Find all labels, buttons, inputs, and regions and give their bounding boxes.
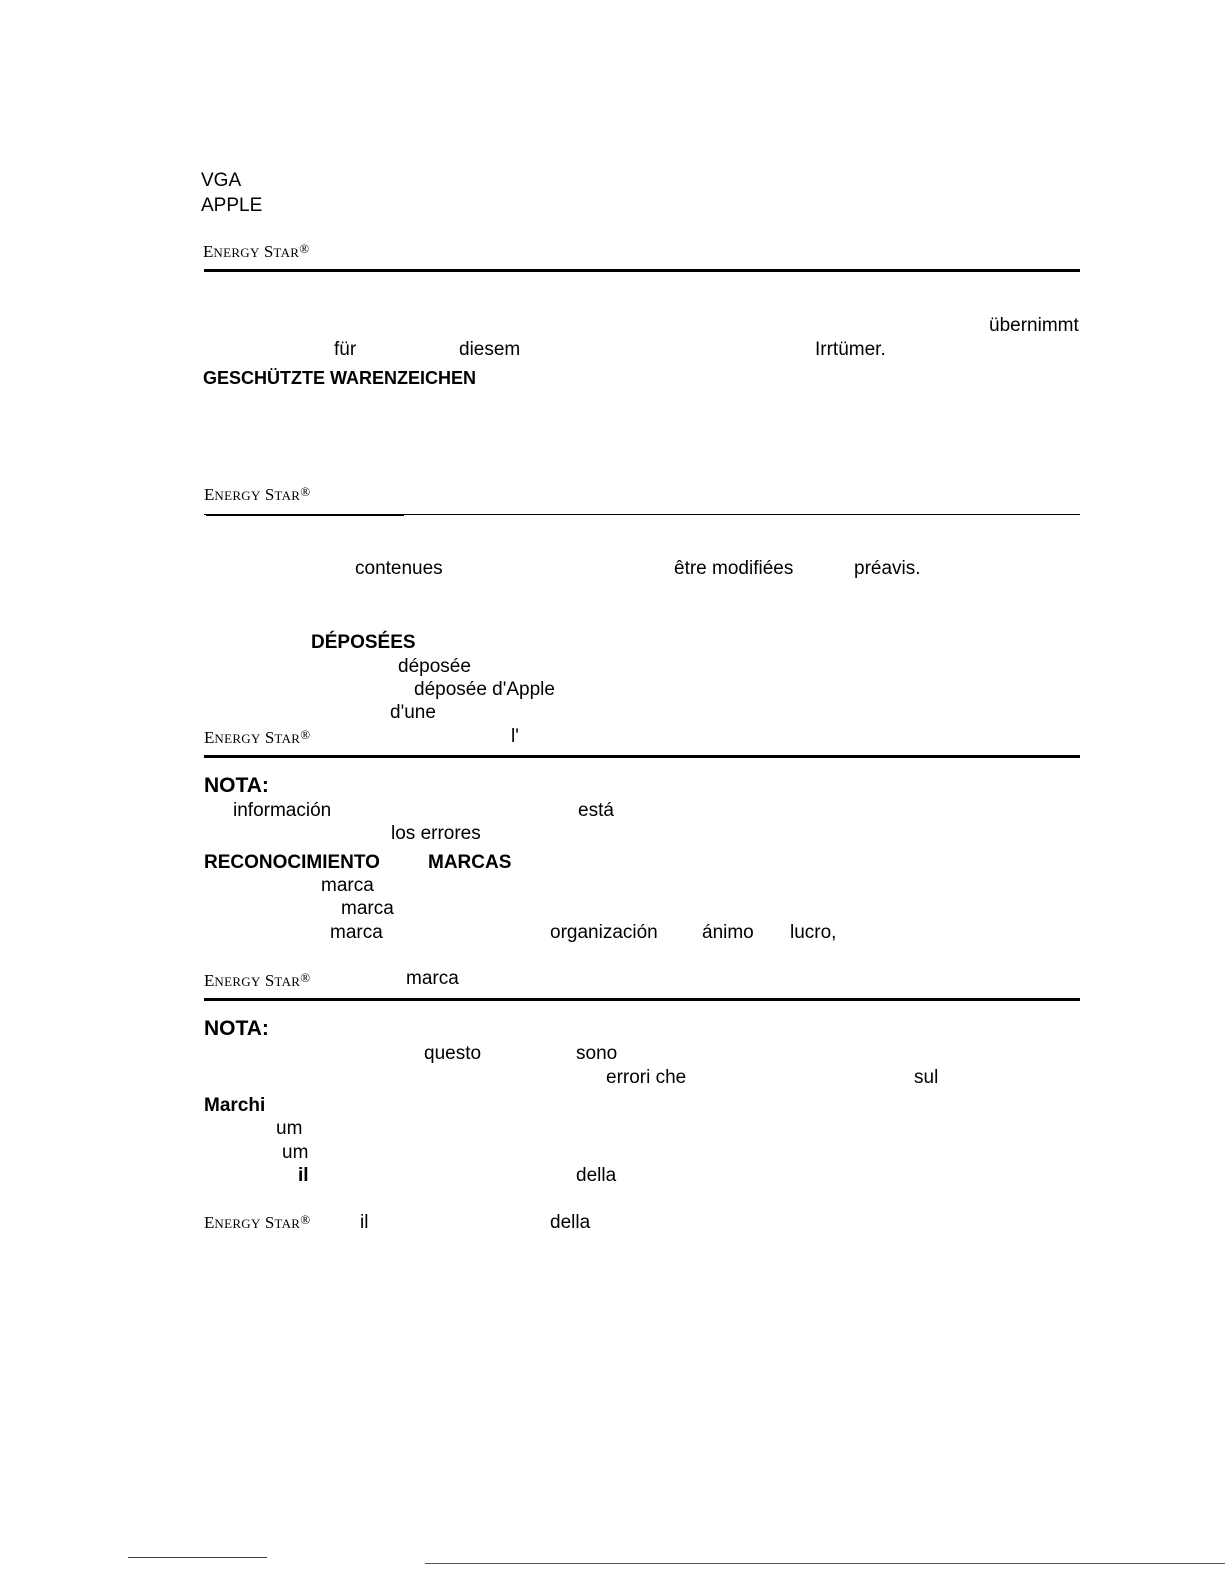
italian-trademark-heading: Marchi	[204, 1095, 266, 1116]
french-word-1: contenues	[355, 558, 443, 579]
italian-word-4: sul	[914, 1067, 939, 1088]
italian-word-8: della	[576, 1165, 617, 1186]
spanish-word-9: lucro,	[790, 922, 837, 943]
italian-word-5: um	[276, 1118, 303, 1139]
spanish-word-3: los errores	[391, 823, 481, 844]
italian-word-2: sono	[576, 1043, 618, 1064]
italian-word-6: um	[282, 1142, 309, 1163]
spanish-heading-1: RECONOCIMIENTO	[204, 852, 380, 873]
spanish-word-5: marca	[341, 898, 394, 919]
footer-rule	[425, 1563, 1225, 1564]
german-word-2: für	[334, 339, 357, 360]
german-word-1: übernimmt	[989, 315, 1079, 336]
spanish-word-1: información	[233, 800, 332, 821]
section-divider-4	[204, 998, 1080, 1001]
italian-word-9: il	[360, 1212, 369, 1233]
footer-link-underline	[128, 1557, 267, 1558]
french-word-7: l'	[511, 726, 519, 747]
french-word-3: préavis.	[854, 558, 921, 579]
spanish-nota: NOTA:	[204, 774, 269, 797]
spanish-word-4: marca	[321, 875, 374, 896]
spanish-word-7: organización	[550, 922, 658, 943]
french-word-6: d'une	[390, 702, 436, 723]
spanish-word-6: marca	[330, 922, 383, 943]
french-word-5: déposée d'Apple	[414, 679, 555, 700]
italian-word-1: questo	[424, 1043, 482, 1064]
french-word-4: déposée	[398, 656, 471, 677]
section-divider-2-accent	[206, 514, 404, 516]
french-word-2: être modifiées	[674, 558, 794, 579]
german-word-4: Irrtümer.	[815, 339, 886, 360]
energy-star-fr: ENERGY STAR®	[204, 727, 311, 747]
german-trademark-heading: GESCHÜTZTE WARENZEICHEN	[203, 368, 477, 388]
german-word-3: diesem	[459, 339, 521, 360]
energy-star-en: ENERGY STAR®	[203, 241, 310, 261]
energy-star-de: ENERGY STAR®	[204, 484, 311, 504]
english-vga: VGA	[201, 170, 242, 191]
english-apple: APPLE	[201, 195, 263, 216]
italian-word-10: della	[550, 1212, 591, 1233]
spanish-word-2: está	[578, 800, 614, 821]
italian-nota: NOTA:	[204, 1017, 269, 1040]
energy-star-it: ENERGY STAR®	[204, 1212, 311, 1232]
section-divider-1	[204, 269, 1080, 272]
energy-star-es: ENERGY STAR®	[204, 970, 311, 990]
spanish-word-10: marca	[406, 968, 459, 989]
spanish-word-8: ánimo	[702, 922, 754, 943]
italian-word-7: il	[298, 1165, 309, 1186]
french-trademark-heading: DÉPOSÉES	[311, 632, 416, 653]
section-divider-3	[204, 755, 1080, 758]
spanish-heading-2: MARCAS	[428, 852, 512, 873]
italian-word-3: errori che	[606, 1067, 687, 1088]
